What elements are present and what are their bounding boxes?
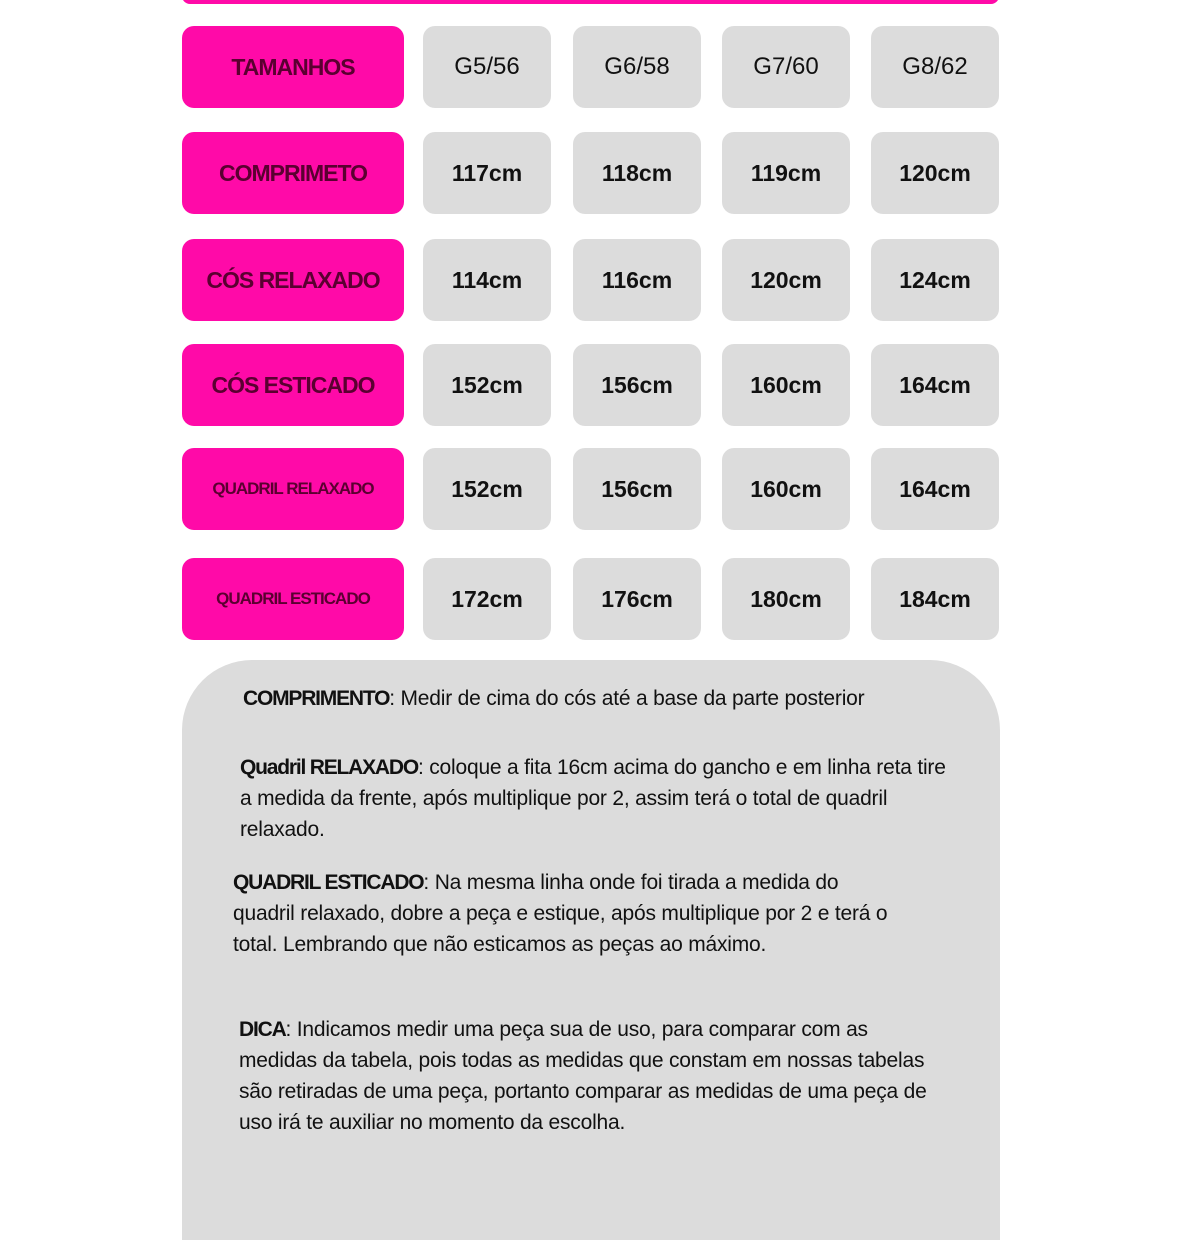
size-cell: G7/60	[722, 26, 850, 108]
table-row	[0, 239, 1200, 321]
note-text: : Medir de cima do cós até a base da parte posterior	[389, 687, 865, 710]
measure-cell: 156cm	[573, 344, 701, 426]
size-cell: G6/58	[573, 26, 701, 108]
size-cell: G5/56	[423, 26, 551, 108]
note-text: : Na mesma linha onde foi tirada a medida do quadril relaxado, dobre a peça e estique, após multiplique por 2 e terá o total. Lembrando que não esticamos as peças ao máximo.	[233, 871, 888, 956]
measure-cell: 120cm	[871, 132, 999, 214]
measure-cell: 180cm	[722, 558, 850, 640]
measure-cell: 164cm	[871, 344, 999, 426]
measure-cell: 117cm	[423, 132, 551, 214]
measure-cell: 160cm	[722, 448, 850, 530]
table-row	[0, 448, 1200, 530]
measure-cell: 118cm	[573, 132, 701, 214]
note-dica	[239, 1014, 939, 1138]
measure-cell: 176cm	[573, 558, 701, 640]
measure-cell: 152cm	[423, 448, 551, 530]
row-label: COMPRIMETO	[182, 132, 404, 214]
table-row	[0, 344, 1200, 426]
row-label: QUADRIL RELAXADO	[182, 448, 404, 530]
table-row	[0, 132, 1200, 214]
row-label: CÓS RELAXADO	[182, 239, 404, 321]
note-term: DICA	[239, 1018, 286, 1041]
measure-cell: 160cm	[722, 344, 850, 426]
measure-cell: 184cm	[871, 558, 999, 640]
measure-cell: 124cm	[871, 239, 999, 321]
row-label: CÓS ESTICADO	[182, 344, 404, 426]
note-comprimento	[243, 683, 983, 714]
measure-cell: 164cm	[871, 448, 999, 530]
measure-cell: 172cm	[423, 558, 551, 640]
size-header-row	[0, 26, 1200, 108]
measure-cell: 114cm	[423, 239, 551, 321]
measure-cell: 156cm	[573, 448, 701, 530]
measure-cell: 152cm	[423, 344, 551, 426]
note-quadril-relaxado	[240, 752, 950, 845]
row-label: QUADRIL ESTICADO	[182, 558, 404, 640]
note-term: Quadril RELAXADO	[240, 756, 418, 779]
note-text: : Indicamos medir uma peça sua de uso, para comparar com as medidas da tabela, pois todas as medidas que constam em nossas tabelas são retiradas de uma peça, portanto comparar as medidas de uma peça de uso irá te auxiliar no momento da escolha.	[239, 1018, 927, 1134]
note-term: QUADRIL ESTICADO	[233, 871, 424, 894]
note-term: COMPRIMENTO	[243, 687, 390, 710]
note-text: : coloque a fita 16cm acima do gancho e em linha reta tire a medida da frente, após multiplique por 2, assim terá o total de quadril relaxado.	[240, 756, 946, 841]
size-header-label: TAMANHOS	[182, 26, 404, 108]
note-quadril-esticado	[233, 867, 898, 960]
measure-cell: 119cm	[722, 132, 850, 214]
size-cell: G8/62	[871, 26, 999, 108]
table-row	[0, 558, 1200, 640]
measure-cell: 120cm	[722, 239, 850, 321]
measure-cell: 116cm	[573, 239, 701, 321]
top-accent-bar	[182, 0, 999, 4]
